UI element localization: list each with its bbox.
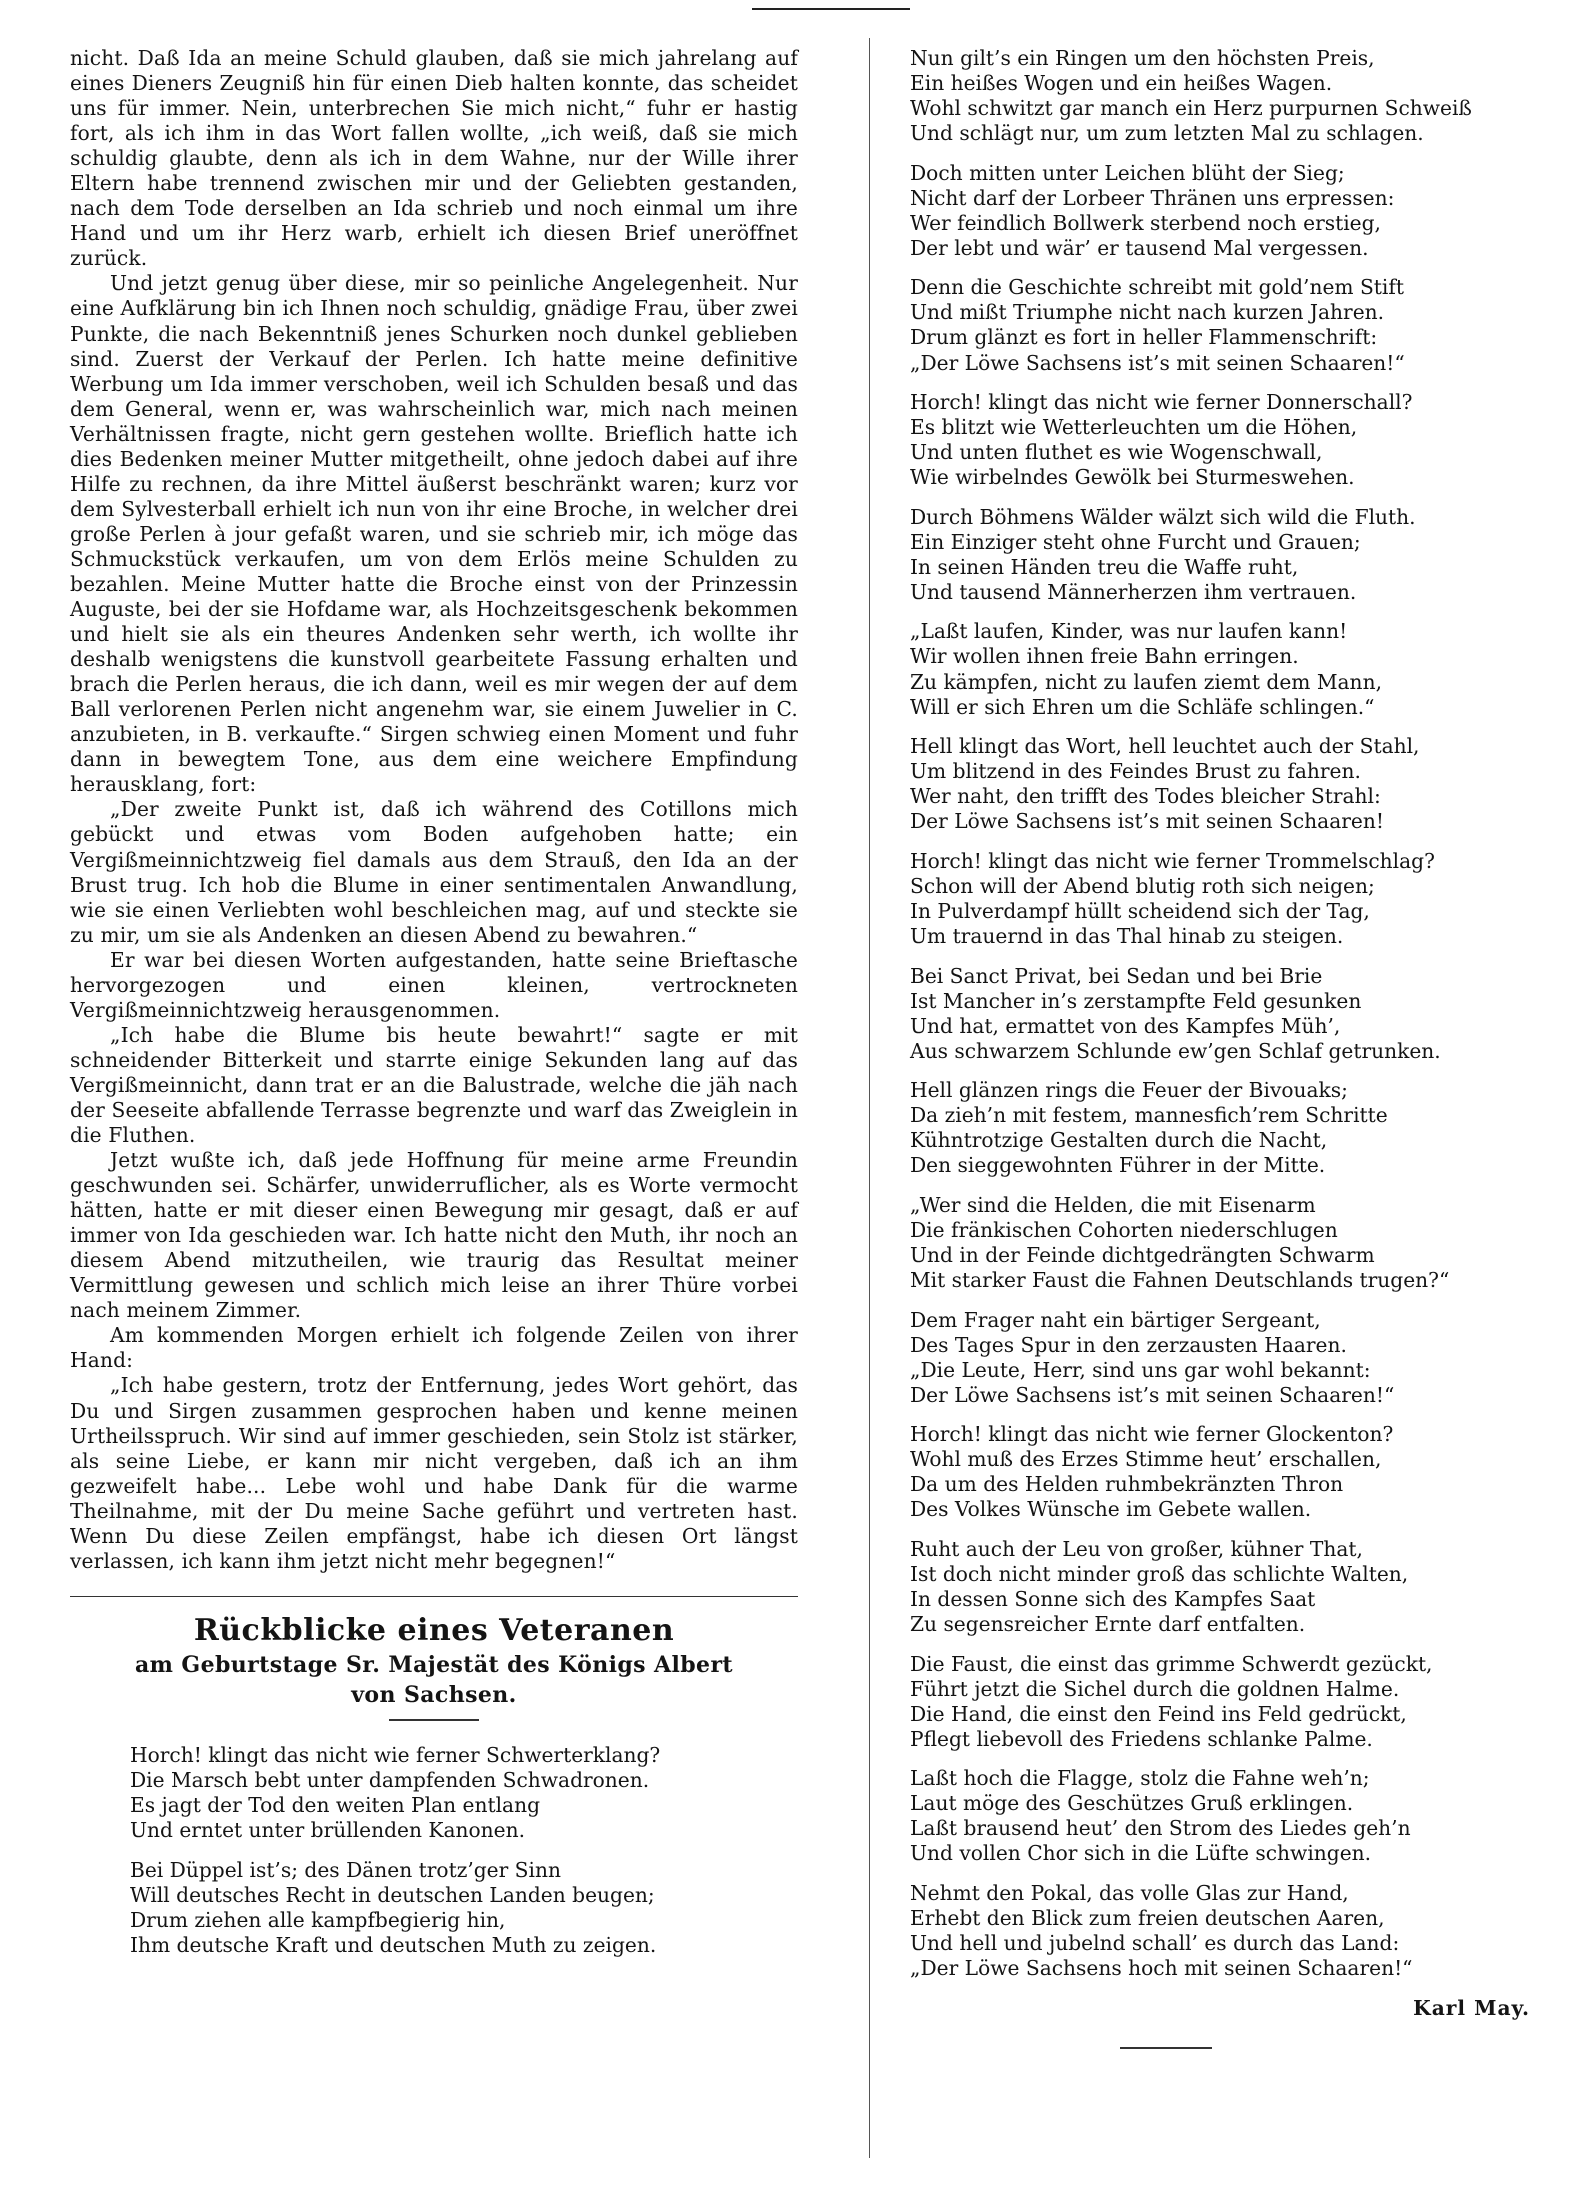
left-column [70,46,798,1972]
verse-line: Horch! klingt das nicht wie ferner Schwerterklang? [130,1742,661,1767]
verse-line: Und tausend Männerherzen ihm vertrauen. [910,579,1357,604]
verse-line: „Die Leute, Herr, sind uns gar wohl bekannt: [910,1357,1371,1382]
poem-stanza [910,1881,1542,1981]
prose-paragraph: Am kommenden Morgen erhielt ich folgende Zeilen von ihrer Hand: [70,1323,798,1373]
poem-stanza [910,1652,1542,1752]
verse-line: Und schlägt nur, um zum letzten Mal zu schlagen. [910,121,1424,146]
verse-line: Doch mitten unter Leichen blüht der Sieg; [910,160,1345,185]
verse-line: Aus schwarzem Schlunde ew’gen Schlaf getrunken. [910,1038,1441,1063]
verse-line: Die Hand, die einst den Feind ins Feld gedrückt, [910,1701,1407,1726]
verse-line: Und in der Feinde dichtgedrängten Schwarm [910,1242,1375,1267]
verse-line: Der Löwe Sachsens ist’s mit seinen Schaaren!“ [910,1382,1395,1407]
poem-author: Karl May. [1413,1995,1530,2020]
poem-stanza [910,505,1542,605]
verse-line: Ruht auch der Leu von großer, kühner That, [910,1536,1363,1561]
verse-line: In dessen Sonne sich des Kampfes Saat [910,1587,1316,1612]
poem-stanza [910,849,1542,949]
right-column [910,46,1542,2049]
verse-line: Um blitzend in des Feindes Brust zu fahren. [910,759,1361,784]
poem-stanza [910,390,1542,490]
verse-line: Laßt brausend heut’ den Strom des Liedes geh’n [910,1816,1411,1841]
poem-stanza [910,734,1542,834]
poem-stanza [910,1766,1542,1866]
verse-line: Der lebt und wär’ er tausend Mal vergessen. [910,235,1369,260]
prose-paragraph: „Ich habe gestern, trotz der Entfernung, jedes Wort gehört, das Du und Sirgen zusammen gesprochen haben und kenne meinen Urtheilsspruch. Wir sind auf immer geschieden, sein Stolz ist stärker, als seine Liebe, er kann mir nicht vergeben, daß ich an ihm gezweifelt habe... Lebe wohl und habe Dank für die warme Theilnahme, mit der Du meine Sache geführt und vertreten hast. Wenn Du diese Zeilen empfängst, habe ich diesen Ort längst verlassen, ich kann ihm jetzt nicht mehr begegnen!“ [70,1373,798,1573]
verse-line: Und hat, ermattet von des Kampfes Müh’, [910,1013,1341,1038]
verse-line: Will deutsches Recht in deutschen Landen beugen; [130,1882,655,1907]
poem-subtitle: von Sachsen. [351,1681,517,1708]
verse-line: Wohl schwitzt gar manch ein Herz purpurnen Schweiß [910,96,1472,121]
verse-line: Bei Sanct Privat, bei Sedan und bei Brie [910,963,1323,988]
verse-line: Ist doch nicht minder groß das schlichte Walten, [910,1561,1409,1586]
verse-line: Horch! klingt das nicht wie ferner Trommelschlag? [910,848,1435,873]
verse-line: Wir wollen ihnen freie Bahn erringen. [910,644,1299,669]
verse-line: Drum ziehen alle kampfbegierig hin, [130,1907,506,1932]
verse-line: Es jagt der Tod den weiten Plan entlang [130,1792,541,1817]
poem-stanza [910,1422,1542,1522]
poem-stanza [910,1308,1542,1408]
verse-line: Pflegt liebevoll des Friedens schlanke Palme. [910,1726,1373,1751]
poem-stanza [910,46,1542,146]
verse-line: Wie wirbelndes Gewölk bei Sturmeswehen. [910,465,1355,490]
verse-line: Der Löwe Sachsens ist’s mit seinen Schaaren! [910,809,1384,834]
verse-line: Und erntet unter brüllenden Kanonen. [130,1818,526,1842]
poem-title: Rückblicke eines Veteranen [193,1612,675,1648]
verse-line: Kühntrotzige Gestalten durch die Nacht, [910,1128,1328,1153]
verse-line: Ist Mancher in’s zerstampfte Feld gesunken [910,988,1362,1013]
verse-line: Durch Böhmens Wälder wälzt sich wild die Fluth. [910,504,1416,529]
poem-stanza [70,1858,798,1958]
verse-line: Nun gilt’s ein Ringen um den höchsten Preis, [910,46,1375,70]
verse-line: Will er sich Ehren um die Schläfe schlingen.“ [910,694,1375,719]
poem-stanzas [910,46,1542,1981]
verse-line: Wer feindlich Bollwerk sterbend noch erstieg, [910,210,1381,235]
verse-line: Da um des Helden ruhmbekränzten Thron [910,1472,1344,1497]
prose-paragraph: Er war bei diesen Worten aufgestanden, hatte seine Brieftasche hervorgezogen und einen kleinen, vertrockneten Vergißmeinnichtzweig herausgenommen. [70,947,798,1022]
verse-line: Und mißt Triumphe nicht nach kurzen Jahren. [910,300,1385,325]
verse-line: Laßt hoch die Flagge, stolz die Fahne weh’n; [910,1766,1370,1791]
verse-line: In seinen Händen treu die Waffe ruht, [910,554,1299,579]
poem-stanza [910,619,1542,719]
verse-line: Und unten fluthet es wie Wogenschwall, [910,440,1323,465]
prose-paragraph: „Ich habe die Blume bis heute bewahrt!“ sagte er mit schneidender Bitterkeit und starrte einige Sekunden lang auf das Vergißmeinnicht, dann trat er an die Balustrade, welche die jäh nach der Seeseite abfallende Terrasse begrenzte und warf das Zweiglein in die Fluthen. [70,1022,798,1148]
verse-line: Erhebt den Blick zum freien deutschen Aaren, [910,1906,1385,1931]
verse-line: Dem Frager naht ein bärtiger Sergeant, [910,1307,1321,1332]
poem-subtitle: am Geburtstage Sr. Majestät des Königs Albert [135,1651,733,1678]
poem-stanza [910,1537,1542,1637]
verse-line: Wohl muß des Erzes Stimme heut’ erschallen, [910,1447,1382,1472]
verse-line: Die Marsch bebt unter dampfenden Schwadronen. [130,1767,650,1792]
verse-line: „Wer sind die Helden, die mit Eisenarm [910,1192,1316,1217]
verse-line: Ihm deutsche Kraft und deutschen Muth zu zeigen. [130,1932,657,1957]
verse-line: Bei Düppel ist’s; des Dänen trotz’ger Sinn [130,1857,561,1882]
prose-paragraph: „Der zweite Punkt ist, daß ich während des Cotillons mich gebückt und etwas vom Boden aufgehoben hatte; ein Vergißmeinnichtzweig fiel damals aus dem Strauß, den Ida an der Brust trug. Ich hob die Blume in einer sentimentalen Anwandlung, wie sie einen Verliebten wohl beschleichen mag, auf und steckte sie zu mir, um sie als Andenken an diesen Abend zu bewahren.“ [70,797,798,947]
verse-line: Hell klingt das Wort, hell leuchtet auch der Stahl, [910,734,1420,759]
verse-line: „Laßt laufen, Kinder, was nur laufen kann! [910,619,1348,644]
verse-line: Horch! klingt das nicht wie ferner Glockenton? [910,1422,1394,1447]
poem-stanza [70,1743,798,1843]
verse-line: Führt jetzt die Sichel durch die goldnen Halme. [910,1676,1400,1701]
verse-line: Die Faust, die einst das grimme Schwerdt gezückt, [910,1651,1433,1676]
verse-line: In Pulverdampf hüllt scheidend sich der Tag, [910,898,1370,923]
verse-line: Und vollen Chor sich in die Lüfte schwingen. [910,1841,1372,1866]
verse-line: Mit starker Faust die Fahnen Deutschlands trugen?“ [910,1268,1450,1293]
verse-line: Wer naht, den trifft des Todes bleicher Strahl: [910,784,1381,809]
verse-line: Drum glänzt es fort in heller Flammenschrift: [910,325,1378,350]
prose-paragraph: Und jetzt genug über diese, mir so peinliche Angelegenheit. Nur eine Aufklärung bin ich Ihnen noch schuldig, gnädige Frau, über zwei Punkte, die nach Bekenntniß jenes Schurken noch dunkel geblieben sind. Zuerst der Verkauf der Perlen. Ich hatte meine definitive Werbung um Ida immer verschoben, weil ich Schulden besaß und das dem General, wenn er, was wahrscheinlich war, mich nach meinen Verhältnissen fragte, nicht gern gestehen wollte. Brieflich hatte ich dies Bedenken meiner Mutter mitgetheilt, ohne jedoch dabei auf ihre Hilfe zu rechnen, da ihre Mittel äußerst beschränkt waren; kurz vor dem Sylvesterball erhielt ich nun von ihr eine Broche, in welcher drei große Perlen à jour gefaßt waren, und sie schrieb mir, ich möge das Schmuckstück verkaufen, um von dem Erlös meine Schulden zu bezahlen. Meine Mutter hatte die Broche einst von der Prinzessin Auguste, bei der sie Hofdame war, als Hochzeitsgeschenk bekommen und hielt sie als ein theures Andenken sehr werth, ich wollte ihr deshalb wenigstens die kunstvoll gearbeitete Fassung erhalten und brach die Perlen heraus, die ich dann, weil es mir wegen der auf dem Ball verlorenen Perlen nicht angenehm war, sie einem Juwelier in C. anzubieten, in B. verkaufte.“ Sirgen schwieg einen Moment und fuhr dann in bewegtem Tone, aus dem eine weichere Empfindung herausklang, fort: [70,271,798,797]
poem-stanza [910,275,1542,375]
poem-stanza [910,1193,1542,1293]
verse-line: Des Tages Spur in den zerzausten Haaren. [910,1332,1347,1357]
verse-line: Um trauernd in das Thal hinab zu steigen. [910,923,1344,948]
verse-line: Zu kämpfen, nicht zu laufen ziemt dem Mann, [910,669,1382,694]
poem-stanza [910,161,1542,261]
end-rule [1120,2047,1212,2049]
verse-line: Laut möge des Geschützes Gruß erklingen. [910,1791,1354,1816]
top-rule [752,8,910,10]
verse-line: Den sieggewohnten Führer in der Mitte. [910,1153,1326,1178]
verse-line: Die fränkischen Cohorten niederschlugen [910,1217,1338,1242]
verse-line: Ein Einziger steht ohne Furcht und Grauen; [910,529,1361,554]
verse-line: Schon will der Abend blutig roth sich neigen; [910,873,1375,898]
title-rule [389,1719,479,1721]
verse-line: Da zieh’n mit festem, mannesfich’rem Schritte [910,1103,1388,1128]
verse-line: Und hell und jubelnd schall’ es durch das Land: [910,1931,1400,1956]
verse-line: Hell glänzen rings die Feuer der Bivouaks; [910,1078,1348,1103]
verse-line: Nehmt den Pokal, das volle Glas zur Hand, [910,1881,1349,1905]
verse-line: Nicht darf der Lorbeer Thränen uns erpressen: [910,185,1395,210]
verse-line: „Der Löwe Sachsens ist’s mit seinen Schaaren!“ [910,350,1405,375]
prose-paragraph: Jetzt wußte ich, daß jede Hoffnung für meine arme Freundin geschwunden sei. Schärfer, unwiderruflicher, als es Worte vermocht hätten, hatte er mit dieser einen Bewegung mir gesagt, daß er auf immer von Ida geschieden war. Ich hatte nicht den Muth, ihr noch an diesem Abend mitzutheilen, wie traurig das Resultat meiner Vermittlung gewesen und schlich mich leise an ihrer Thüre vorbei nach meinem Zimmer. [70,1148,798,1323]
prose-paragraph: nicht. Daß Ida an meine Schuld glauben, daß sie mich jahrelang auf eines Dieners Zeugniß hin für einen Dieb halten konnte, das scheidet uns für immer. Nein, unterbrechen Sie mich nicht,“ fuhr er hastig fort, als ich ihm in das Wort fallen wollte, „ich weiß, daß sie mich schuldig glaubte, denn als ich in dem Wahne, nur der Wille ihrer Eltern habe trennend zwischen mir und der Geliebten gestanden, nach dem Tode derselben an Ida schrieb und noch einmal um ihre Hand und um ihr Herz warb, erhielt ich diesen Brief uneröffnet zurück. [70,46,798,271]
poem-stanza [910,964,1542,1064]
verse-line: Ein heißes Wogen und ein heißes Wagen. [910,71,1333,96]
verse-line: Es blitzt wie Wetterleuchten um die Höhen, [910,415,1358,440]
verse-line: Horch! klingt das nicht wie ferner Donnerschall? [910,390,1413,415]
verse-line: Des Volkes Wünsche im Gebete wallen. [910,1497,1312,1522]
verse-line: Zu segensreicher Ernte darf entfalten. [910,1612,1306,1637]
poem-stanza [910,1078,1542,1178]
verse-line: Denn die Geschichte schreibt mit gold’nem Stift [910,275,1404,300]
verse-line: „Der Löwe Sachsens hoch mit seinen Schaaren!“ [910,1956,1413,1981]
column-divider [869,38,870,2158]
section-separator [70,1596,798,1597]
